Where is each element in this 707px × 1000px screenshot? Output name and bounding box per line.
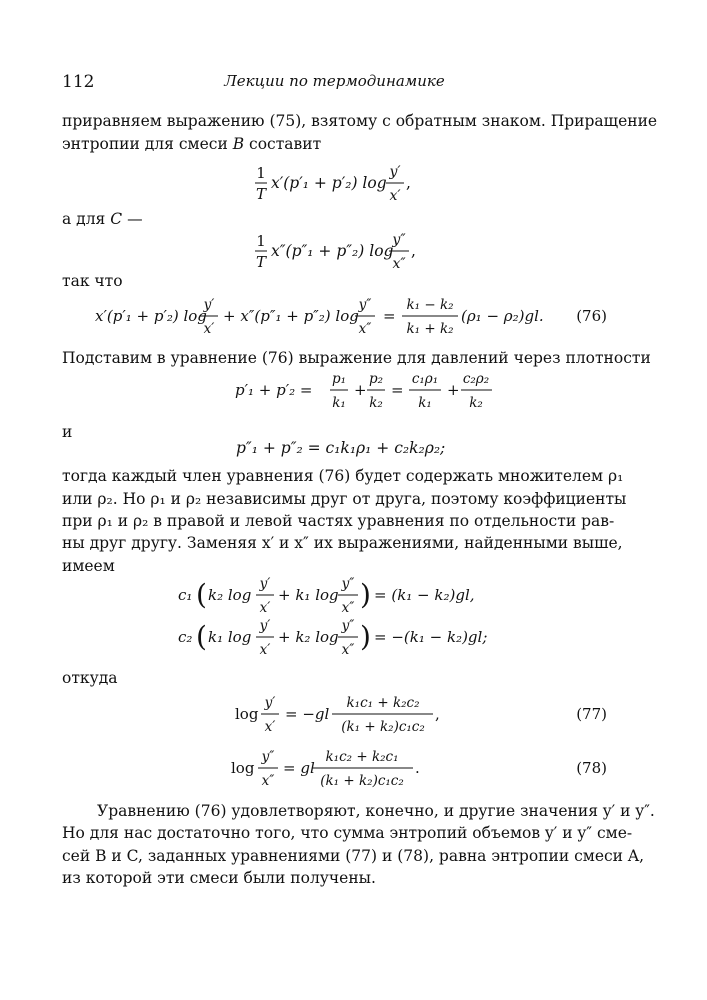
svg-text:.: . — [415, 759, 420, 777]
svg-text:x″: x″ — [341, 600, 355, 616]
text-line: откуда — [62, 669, 118, 687]
svg-text:x″: x″ — [358, 321, 372, 337]
svg-text:c₂ρ₂: c₂ρ₂ — [462, 371, 490, 387]
svg-text:=: = — [391, 381, 404, 399]
system-equation-2 — [178, 616, 508, 666]
running-title: Лекции по термодинамике — [224, 72, 445, 90]
text-line: и — [62, 423, 73, 441]
right-paren: ) — [360, 578, 371, 611]
equation-number: (78) — [576, 759, 607, 777]
svg-text:T: T — [255, 253, 267, 271]
svg-text:x″: x″ — [341, 642, 355, 658]
svg-text:,: , — [435, 705, 440, 723]
svg-text:+ k₂ log: + k₂ log — [278, 628, 339, 646]
svg-text:x′(p′₁ + p′₂) log: x′(p′₁ + p′₂) log — [95, 307, 207, 325]
svg-text:y′: y′ — [259, 618, 271, 634]
svg-text:(k₁ + k₂)c₁c₂: (k₁ + k₂)c₁c₂ — [341, 719, 425, 735]
svg-text:1: 1 — [256, 232, 266, 250]
svg-text:c₁: c₁ — [178, 586, 193, 604]
svg-text:k₂: k₂ — [369, 395, 383, 411]
svg-text:(k₁ + k₂)c₁c₂: (k₁ + k₂)c₁c₂ — [320, 773, 404, 789]
svg-text:k₁: k₁ — [418, 395, 432, 411]
text-line: тогда каждый член уравнения (76) будет содержать множителем ρ₁ — [62, 467, 624, 485]
text-line: энтропии для смеси B составит — [62, 135, 322, 153]
svg-text:T: T — [255, 185, 267, 203]
text-line: приравняем выражению (75), взятому с обратным знаком. Приращение — [62, 112, 658, 130]
svg-text:k₁c₁ + k₂c₂: k₁c₁ + k₂c₂ — [346, 695, 420, 711]
svg-text:y″: y″ — [341, 618, 355, 634]
left-paren: ( — [196, 578, 207, 611]
text-line: при ρ₁ и ρ₂ в правой и левой частях уравнения по отдельности рав- — [62, 512, 615, 530]
svg-text:k₂: k₂ — [469, 395, 483, 411]
svg-text:y′: y′ — [203, 297, 215, 313]
svg-text:x′: x′ — [264, 719, 276, 735]
svg-text:y″: y″ — [358, 297, 372, 313]
svg-text:p′₁ + p′₂ =: p′₁ + p′₂ = — [235, 381, 313, 399]
svg-text:y′: y′ — [264, 695, 276, 711]
text-line: из которой эти смеси были получены. — [62, 869, 376, 887]
svg-text:= −(k₁ − k₂)gl;: = −(k₁ − k₂)gl; — [374, 628, 488, 646]
svg-text:+: + — [447, 381, 460, 399]
svg-text:c₁ρ₁: c₁ρ₁ — [411, 371, 439, 387]
svg-text:,: , — [411, 242, 416, 260]
svg-text:y″: y″ — [341, 576, 355, 592]
svg-text:x′: x′ — [259, 600, 271, 616]
equation-78 — [231, 748, 610, 796]
svg-text:c₂: c₂ — [178, 628, 193, 646]
density-equation-2: p″₁ + p″₂ = c₁k₁ρ₁ + c₂k₂ρ₂; — [236, 439, 446, 457]
text-line: Подставим в уравнение (76) выражение для давлений через плотности — [62, 349, 651, 367]
density-equation-1 — [235, 370, 495, 418]
svg-text:x″(p″₁ + p″₂) log: x″(p″₁ + p″₂) log — [271, 242, 394, 260]
svg-text:+ x″(p″₁ + p″₂) log: + x″(p″₁ + p″₂) log — [223, 307, 359, 325]
svg-text:k₁ − k₂: k₁ − k₂ — [406, 297, 454, 313]
page-header — [62, 72, 607, 94]
equation-number: (76) — [576, 307, 607, 325]
equation-77 — [235, 694, 610, 742]
svg-text:+ k₁ log: + k₁ log — [278, 586, 339, 604]
text-line: так что — [62, 272, 123, 290]
text-line: Но для нас достаточно того, что сумма энтропий объемов y′ и y″ сме- — [62, 824, 633, 842]
svg-text:p₁: p₁ — [331, 371, 347, 387]
svg-text:1: 1 — [256, 164, 266, 182]
svg-text:,: , — [406, 174, 411, 192]
svg-text:+: + — [354, 381, 367, 399]
svg-text:y′: y′ — [389, 164, 401, 180]
svg-text:x″: x″ — [392, 256, 406, 272]
svg-text:log: log — [231, 759, 255, 777]
svg-text:k₁ + k₂: k₁ + k₂ — [406, 321, 454, 337]
text-line: ны друг другу. Заменяя x′ и x″ их выражениями, найденными выше, — [62, 534, 623, 552]
text-line: а для C — — [62, 210, 143, 228]
text-line: или ρ₂. Но ρ₁ и ρ₂ независимы друг от друга, поэтому коэффициенты — [62, 490, 627, 508]
svg-text:(ρ₁ − ρ₂)gl.: (ρ₁ − ρ₂)gl. — [461, 307, 544, 325]
svg-text:x′: x′ — [389, 188, 401, 204]
svg-text:p₂: p₂ — [368, 371, 384, 387]
equation-number: (77) — [576, 705, 607, 723]
right-paren: ) — [360, 620, 371, 653]
page-number: 112 — [62, 72, 95, 92]
svg-text:y′: y′ — [259, 576, 271, 592]
svg-text:x′: x′ — [259, 642, 271, 658]
svg-text:k₁ log: k₁ log — [208, 628, 252, 646]
text-line: имеем — [62, 557, 115, 575]
equation-76 — [95, 296, 610, 344]
svg-text:x′(p′₁ + p′₂) log: x′(p′₁ + p′₂) log — [271, 174, 387, 192]
svg-text:y″: y″ — [392, 232, 406, 248]
svg-text:x′: x′ — [203, 321, 215, 337]
text-line: Уравнению (76) удовлетворяют, конечно, и другие значения y′ и y″. — [97, 802, 655, 820]
svg-text:x″: x″ — [261, 773, 275, 789]
text-line: сей B и C, заданных уравнениями (77) и (78), равна энтропии смеси A, — [62, 847, 645, 865]
svg-text:k₁: k₁ — [332, 395, 346, 411]
entropy-increment-B — [255, 160, 455, 210]
svg-text:=: = — [383, 307, 396, 325]
svg-text:y″: y″ — [261, 749, 275, 765]
svg-text:log: log — [235, 705, 259, 723]
svg-text:= (k₁ − k₂)gl,: = (k₁ − k₂)gl, — [374, 586, 475, 604]
svg-text:= gl: = gl — [283, 759, 315, 777]
left-paren: ( — [196, 620, 207, 653]
svg-text:k₁c₂ + k₂c₁: k₁c₂ + k₂c₁ — [325, 749, 399, 765]
svg-text:k₂ log: k₂ log — [208, 586, 252, 604]
svg-text:= −gl: = −gl — [285, 705, 330, 723]
